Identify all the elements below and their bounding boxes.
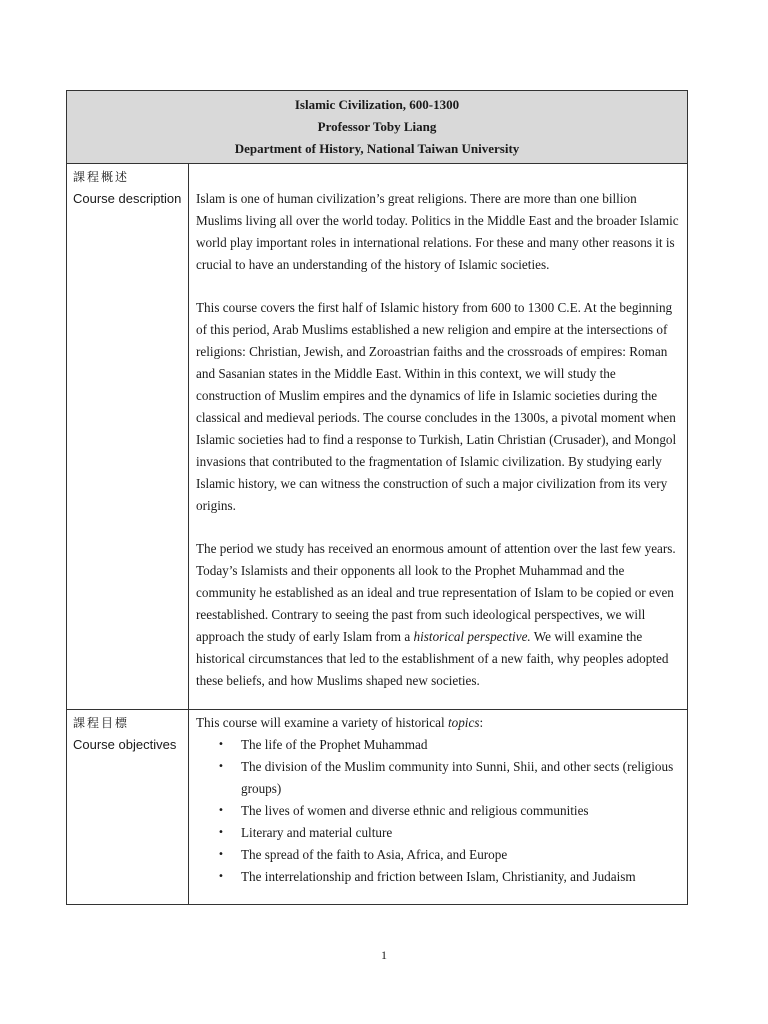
objectives-label-en: Course objectives (73, 736, 177, 752)
department-name: Department of History, National Taiwan University (234, 141, 520, 156)
description-label-zh: 課程概述 (73, 170, 130, 184)
topic-text: The spread of the faith to Asia, Africa, and Europe (241, 846, 508, 862)
bullet-icon: • (218, 848, 224, 860)
objectives-intro-after: : (479, 714, 484, 730)
topic-text: The division of the Muslim community into Sunni, Shii, and other sects (religious groups) (241, 758, 674, 796)
topic-text: The interrelationship and friction between Islam, Christianity, and Judaism (241, 868, 636, 884)
description-content (189, 164, 688, 710)
objectives-intro-before: This course will examine a variety of historical (196, 714, 448, 730)
topic-text: The lives of women and diverse ethnic and religious communities (241, 802, 589, 818)
paragraph-3-emphasis: historical perspective. (413, 628, 531, 644)
objectives-row (67, 709, 688, 904)
description-paragraph-2: This course covers the first half of Islamic history from 600 to 1300 C.E. At the beginning of this period, Arab Muslims established a new religion and empire at the intersections of religions: Christian, Jewish, and Zoroastrian faiths and the crossroads of empires: Roman and Sasanian states in the Middle East. Within in this context, we will study the construction of Muslim empires and the dynamics of life in Islamic societies during the classical and medieval periods. The course concludes in the 1300s, a pivotal moment when Islamic societies had to find a response to Turkish, Latin Christian (Crusader), and Mongol invasions that contributed to the fragmentation of Islamic civilization. By studying early Islamic history, we can witness the construction of such a major civilization from its very origins. (196, 300, 677, 513)
list-item (196, 822, 679, 844)
course-header (67, 91, 688, 164)
bullet-icon: • (218, 826, 224, 838)
list-item (196, 866, 679, 888)
objectives-label-cell (67, 709, 189, 904)
objectives-content (189, 709, 688, 904)
description-paragraph-1: Islam is one of human civilization’s great religions. There are more than one billion Muslims living all over the world today. Politics in the Middle East and the broader Islamic world play important roles in international relations. For these and many other reasons it is crucial to have an understanding of the history of Islamic societies. (196, 190, 679, 272)
professor-name: Professor Toby Liang (317, 119, 437, 134)
topic-text: The life of the Prophet Muhammad (241, 736, 428, 752)
bullet-icon: • (218, 804, 224, 816)
objectives-label-zh: 課程目標 (73, 715, 130, 730)
bullet-icon: • (218, 738, 224, 750)
list-item (196, 734, 679, 756)
description-label-cell (67, 164, 189, 710)
topics-list (196, 734, 679, 904)
topic-text: Literary and material culture (241, 824, 393, 840)
list-item (196, 756, 679, 800)
description-row (67, 164, 688, 710)
description-paragraph-3 (196, 538, 679, 691)
bullet-icon: • (218, 760, 224, 772)
bullet-icon: • (218, 870, 224, 882)
paragraph-3-text-after: We will examine the historical circumstances that led to the establishment of a new faith, why peoples adopted these beliefs, and how Muslims shaped new societies. (196, 628, 669, 688)
course-title: Islamic Civilization, 600-1300 (294, 97, 460, 112)
list-item (196, 800, 679, 822)
paragraph-3-text-before: The period we study has received an enormous amount of attention over the last few years. Today’s Islamists and their opponents all look to the Prophet Muhammad and the community he established as an ideal and true representation of Islam to be copied or even reestablished. Contrary to seeing the past from such ideological perspectives, we will approach the study of early Islam from a (196, 541, 676, 644)
header-row (67, 91, 688, 164)
objectives-intro-emphasis: topics (447, 714, 480, 730)
description-label-en: Course description (73, 191, 182, 206)
objectives-intro (196, 712, 679, 734)
page-number: 1 (381, 948, 387, 962)
list-item (196, 844, 679, 866)
syllabus-table (66, 90, 688, 905)
